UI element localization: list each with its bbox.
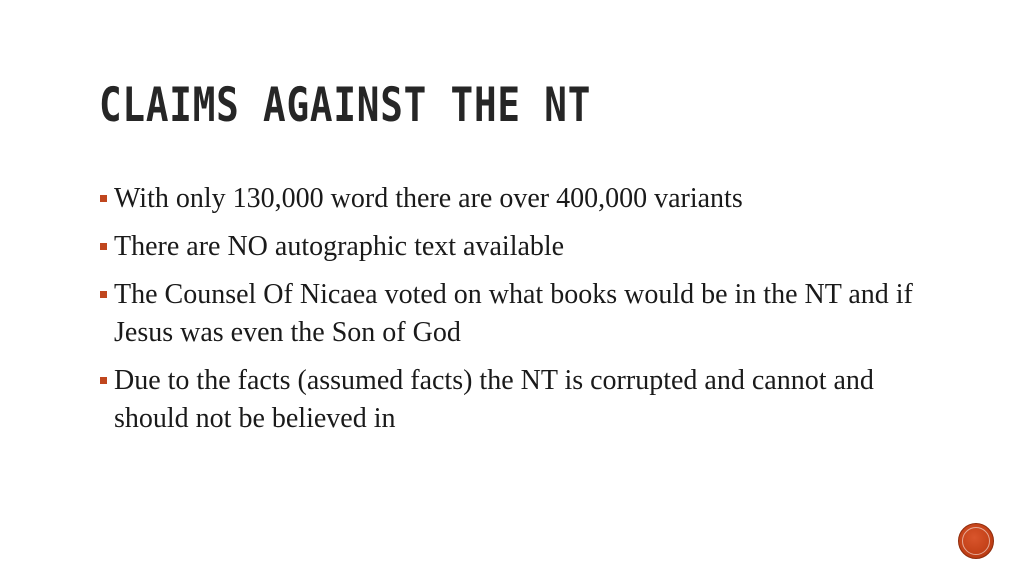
bullet-text: With only 130,000 word there are over 400,000 variants bbox=[114, 183, 743, 214]
square-bullet-icon bbox=[100, 377, 107, 384]
bullet-item bbox=[98, 362, 948, 438]
slide-nav-button[interactable] bbox=[958, 523, 994, 559]
bullet-text: The Counsel Of Nicaea voted on what books would be in the NT and if Jesus was even the Son of God bbox=[114, 279, 913, 348]
bullet-item bbox=[98, 180, 948, 218]
slide-title: CLAIMS AGAINST THE NT bbox=[99, 78, 592, 133]
bullet-list bbox=[98, 180, 948, 448]
square-bullet-icon bbox=[100, 195, 107, 202]
square-bullet-icon bbox=[100, 291, 107, 298]
bullet-item bbox=[98, 228, 948, 266]
bullet-text: There are NO autographic text available bbox=[114, 231, 565, 262]
circle-nav-icon bbox=[962, 527, 990, 555]
bullet-item bbox=[98, 276, 948, 352]
square-bullet-icon bbox=[100, 243, 107, 250]
bullet-text: Due to the facts (assumed facts) the NT is corrupted and cannot and should not be believed in bbox=[114, 365, 874, 434]
